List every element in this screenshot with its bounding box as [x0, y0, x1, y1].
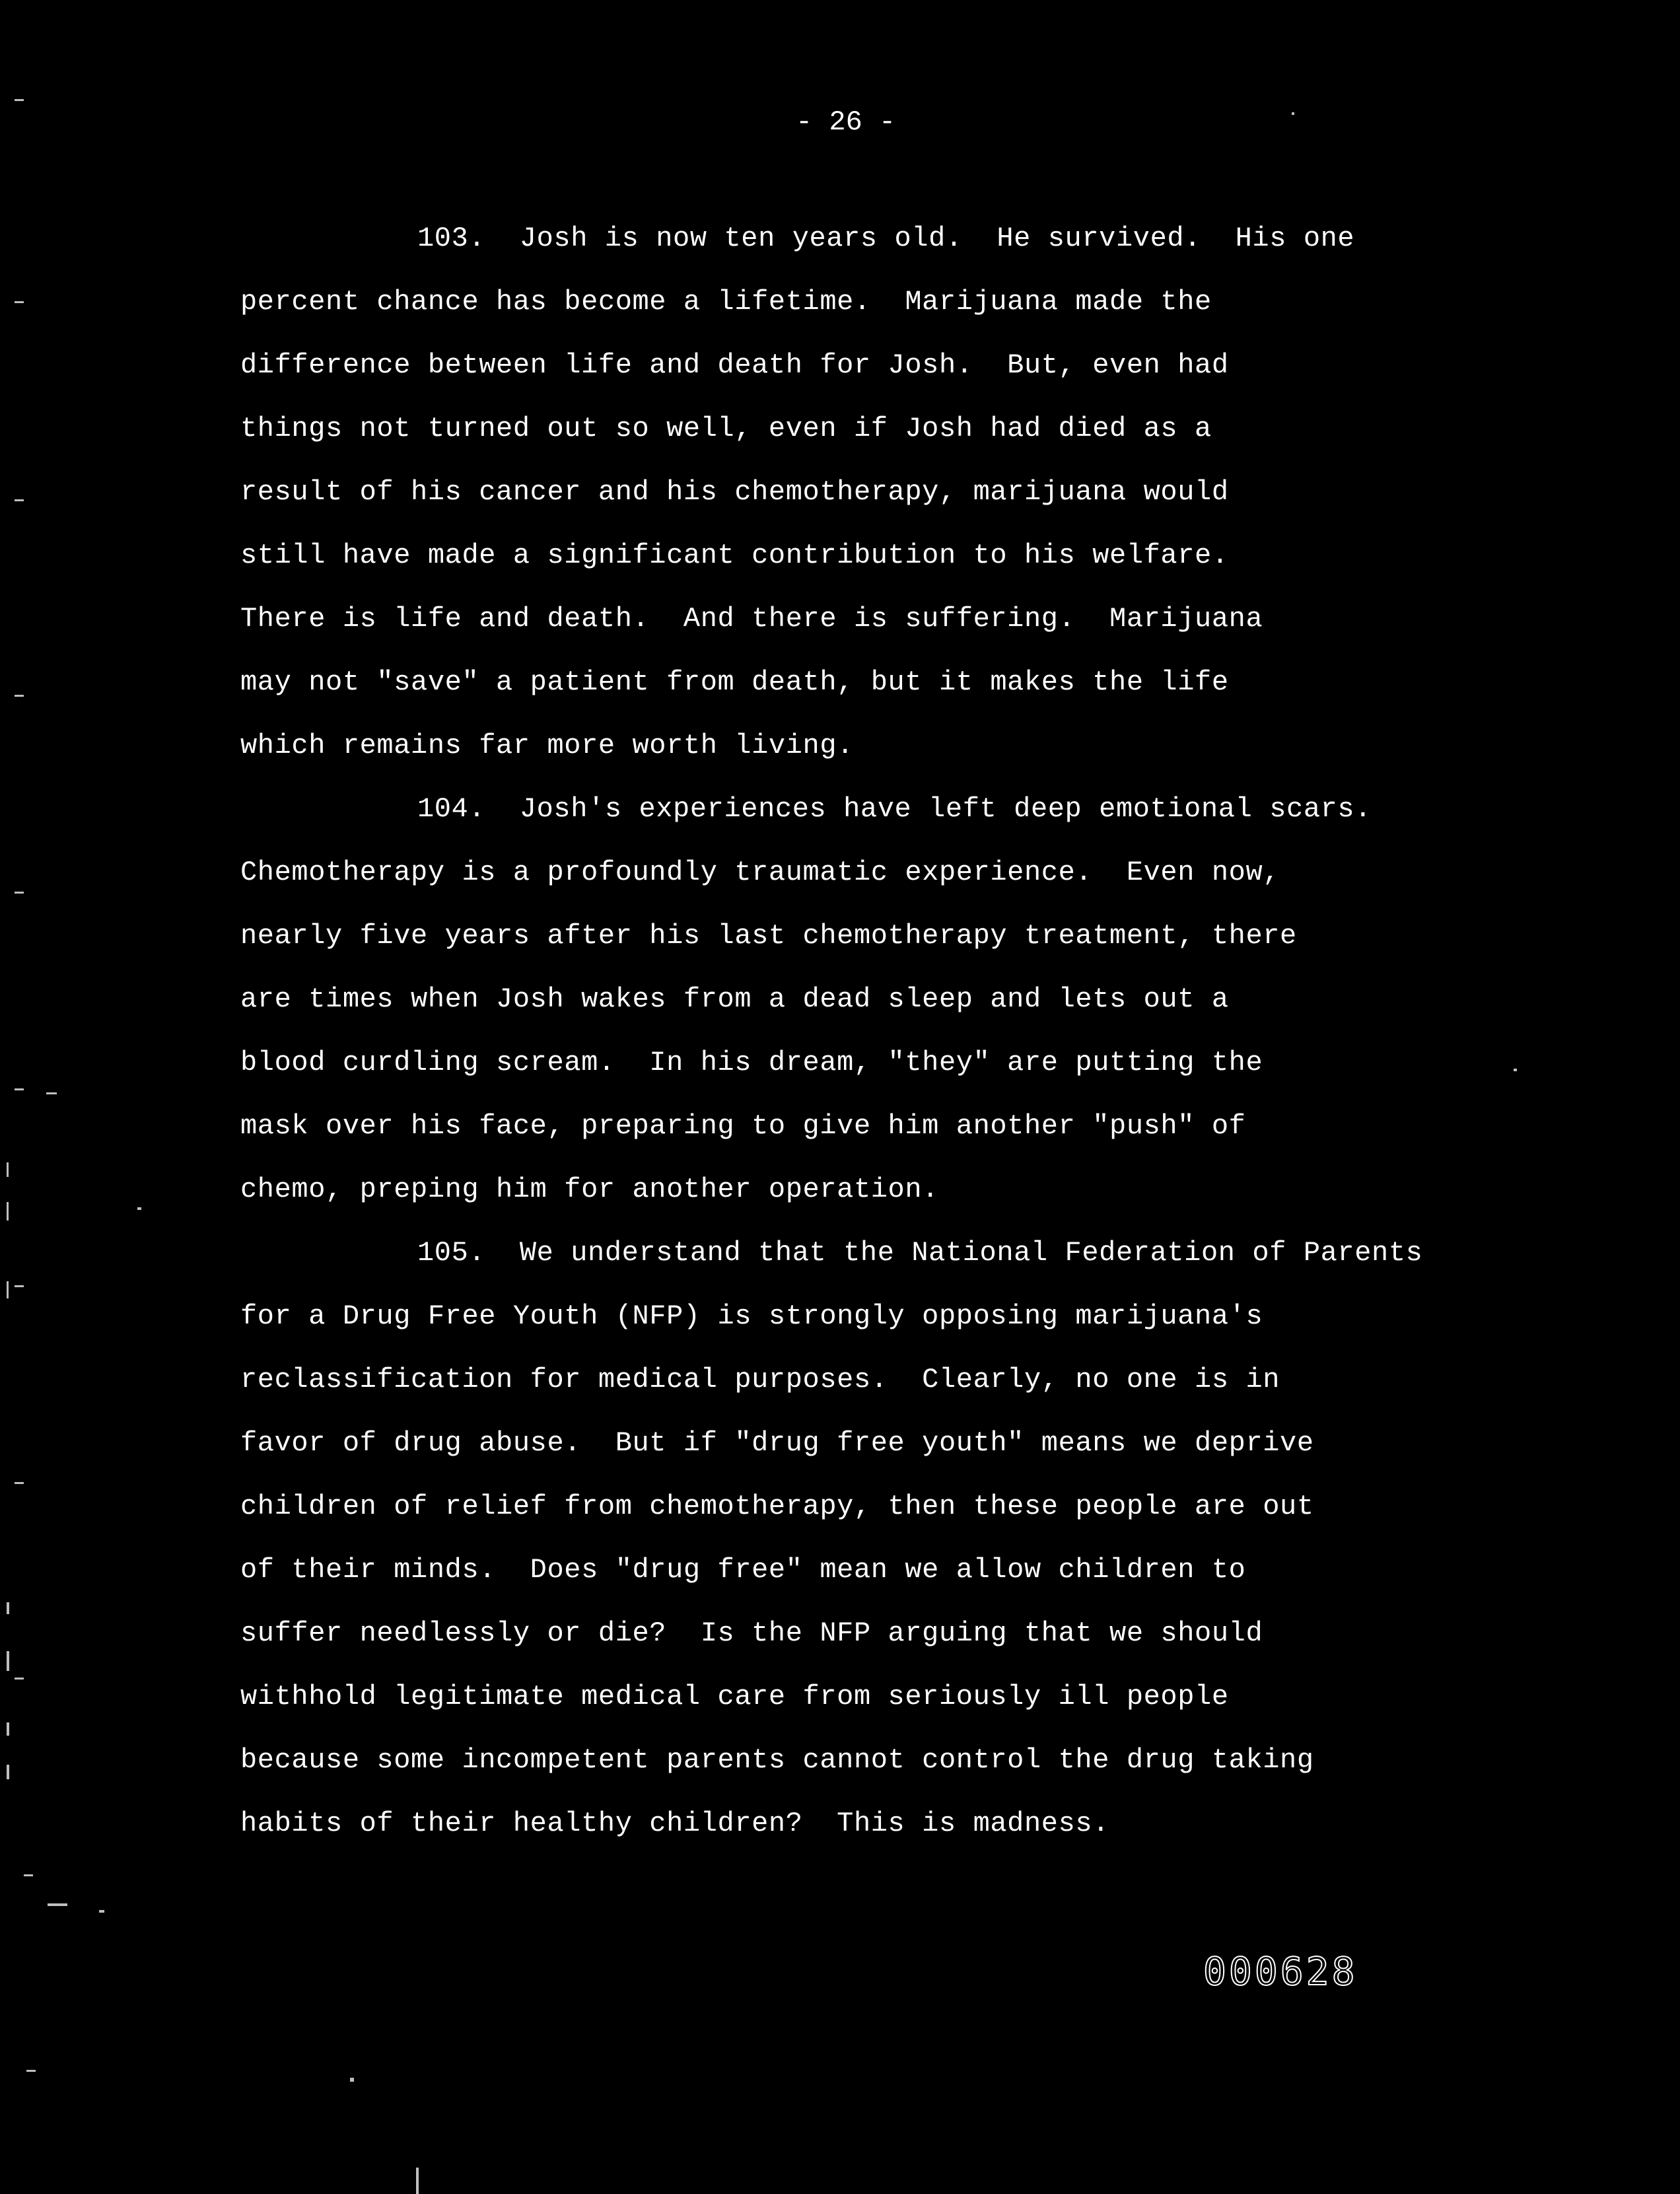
scan-artifact — [15, 99, 24, 101]
paragraph-103-line-8: may not "save" a patient from death, but it makes the life — [240, 666, 1229, 698]
scan-artifact — [26, 2070, 36, 2072]
page-number: - 26 - — [796, 106, 896, 138]
scan-artifact — [137, 1207, 141, 1210]
paragraph-103-line-6: still have made a significant contribution to his welfare. — [240, 540, 1229, 571]
paragraph-103-line-4: things not turned out so well, even if Josh had died as a — [240, 413, 1212, 444]
paragraph-104-line-6: mask over his face, preparing to give him another "push" of — [240, 1110, 1246, 1142]
scan-artifact — [1514, 1069, 1517, 1071]
paragraph-104-line-3: nearly five years after his last chemotherapy treatment, there — [240, 920, 1297, 952]
scan-artifact — [15, 301, 24, 303]
scan-artifact — [7, 1162, 9, 1177]
scan-artifact — [1292, 112, 1294, 115]
scan-artifact — [7, 1651, 9, 1671]
paragraph-104-line-1: 104. Josh's experiences have left deep emotional scars. — [417, 793, 1372, 825]
scan-artifact — [7, 1722, 9, 1736]
paragraph-105-line-5: children of relief from chemotherapy, then these people are out — [240, 1491, 1314, 1522]
scan-artifact — [7, 1602, 9, 1614]
scan-artifact — [46, 1092, 57, 1094]
scan-artifact — [350, 2078, 354, 2082]
paragraph-104-line-5: blood curdling scream. In his dream, "they" are putting the — [240, 1047, 1263, 1079]
paragraph-103-line-5: result of his cancer and his chemotherapy, marijuana would — [240, 476, 1229, 508]
scan-artifact — [15, 1482, 24, 1484]
scan-artifact — [48, 1903, 67, 1906]
paragraph-103-line-7: There is life and death. And there is suffering. Marijuana — [240, 603, 1263, 635]
paragraph-103-line-2: percent chance has become a lifetime. Marijuana made the — [240, 286, 1212, 318]
paragraph-103-line-9: which remains far more worth living. — [240, 730, 854, 761]
paragraph-105-line-6: of their minds. Does "drug free" mean we allow children to — [240, 1554, 1246, 1586]
paragraph-105-line-10: habits of their healthy children? This is madness. — [240, 1808, 1110, 1839]
paragraph-105-line-2: for a Drug Free Youth (NFP) is strongly opposing marijuana's — [240, 1300, 1263, 1332]
bates-number-stamp: 000628 — [1203, 1949, 1358, 1994]
scan-artifact — [7, 1281, 9, 1298]
scan-artifact — [24, 1874, 33, 1876]
scan-artifact — [15, 1285, 24, 1287]
scan-artifact — [15, 892, 24, 894]
scan-artifact — [15, 695, 24, 697]
scan-artifact — [416, 2168, 419, 2194]
paragraph-104-line-4: are times when Josh wakes from a dead sleep and lets out a — [240, 983, 1229, 1015]
scan-artifact — [15, 1678, 24, 1680]
paragraph-104-line-7: chemo, preping him for another operation. — [240, 1174, 939, 1205]
paragraph-103-line-3: difference between life and death for Josh. But, even had — [240, 349, 1229, 381]
paragraph-105-line-1: 105. We understand that the National Federation of Parents — [417, 1237, 1423, 1269]
scan-artifact — [15, 499, 24, 501]
paragraph-105-line-8: withhold legitimate medical care from seriously ill people — [240, 1681, 1229, 1713]
scan-artifact — [7, 1765, 9, 1779]
paragraph-105-line-9: because some incompetent parents cannot control the drug taking — [240, 1744, 1314, 1776]
paragraph-105-line-4: favor of drug abuse. But if "drug free youth" means we deprive — [240, 1427, 1314, 1459]
paragraph-103-line-1: 103. Josh is now ten years old. He survived. His one — [417, 223, 1355, 254]
scan-artifact — [15, 1088, 24, 1090]
paragraph-105-line-7: suffer needlessly or die? Is the NFP arguing that we should — [240, 1617, 1263, 1649]
scan-artifact — [99, 1910, 104, 1913]
paragraph-104-line-2: Chemotherapy is a profoundly traumatic experience. Even now, — [240, 857, 1280, 888]
paragraph-105-line-3: reclassification for medical purposes. Clearly, no one is in — [240, 1364, 1280, 1396]
scan-artifact — [7, 1202, 9, 1221]
